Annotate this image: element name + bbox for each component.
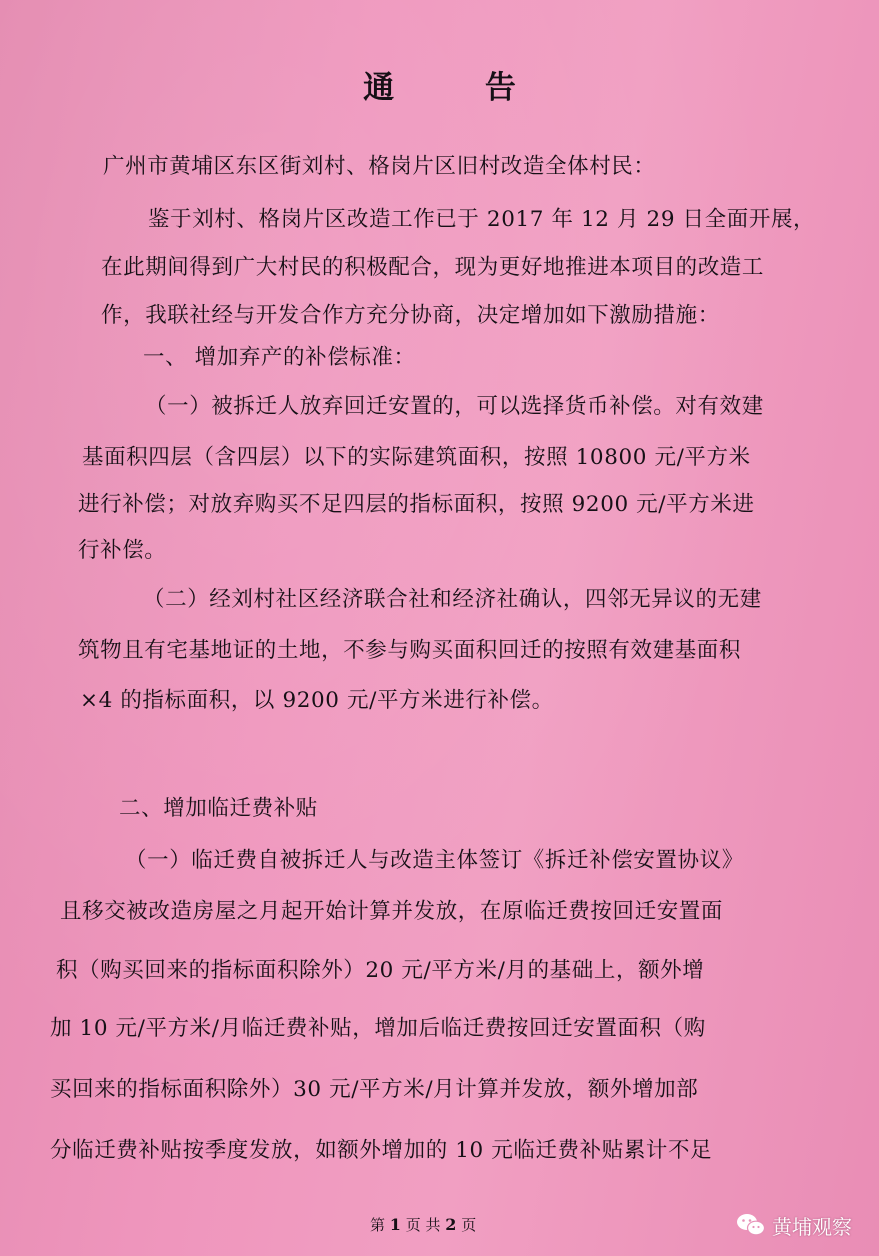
body-line: （一）临迁费自被拆迁人与改造主体签订《拆迁补偿安置协议》 xyxy=(125,848,744,873)
body-line: 积（购买回来的指标面积除外）20 元/平方米/月的基础上，额外增 xyxy=(56,958,705,983)
footer-suffix: 页 xyxy=(461,1216,477,1234)
body-line: 分临迁费补贴按季度发放，如额外增加的 10 元临迁费补贴累计不足 xyxy=(50,1138,713,1163)
body-line: 筑物且有宅基地证的土地，不参与购买面积回迁的按照有效建基面积 xyxy=(78,638,742,663)
footer-middle: 页 共 xyxy=(405,1216,441,1234)
body-line: 行补偿。 xyxy=(78,538,167,563)
body-line: 且移交被改造房屋之月起开始计算并发放，在原临迁费按回迁安置面 xyxy=(60,899,724,924)
body-line: 鉴于刘村、格岗片区改造工作已于 2017 年 12 月 29 日全面开展， xyxy=(148,207,816,232)
notice-title: 通 告 xyxy=(363,70,556,106)
body-line: 加 10 元/平方米/月临迁费补贴，增加后临迁费按回迁安置面积（购 xyxy=(50,1016,706,1041)
wechat-icon xyxy=(736,1212,766,1238)
section-heading-1: 一、 增加弃产的补偿标准： xyxy=(143,345,416,370)
body-line: 进行补偿；对放弃购买不足四层的指标面积，按照 9200 元/平方米进 xyxy=(78,492,755,517)
footer-prefix: 第 xyxy=(370,1216,386,1234)
salutation: 广州市黄埔区东区街刘村、格岗片区旧村改造全体村民： xyxy=(103,154,656,179)
watermark-text: 黄埔观察 xyxy=(772,1214,852,1239)
body-line: 作，我联社经与开发合作方充分协商，决定增加如下激励措施： xyxy=(101,303,720,328)
page-footer xyxy=(370,1214,476,1235)
body-line: 基面积四层（含四层）以下的实际建筑面积，按照 10800 元/平方米 xyxy=(82,445,751,470)
body-line: （一）被拆迁人放弃回迁安置的，可以选择货币补偿。对有效建 xyxy=(145,394,764,419)
body-line: ×4 的指标面积，以 9200 元/平方米进行补偿。 xyxy=(80,688,554,713)
section-heading-2: 二、增加临迁费补贴 xyxy=(119,796,318,821)
footer-page-number: 1 xyxy=(389,1215,401,1234)
body-line: 在此期间得到广大村民的积极配合，现为更好地推进本项目的改造工 xyxy=(101,255,765,280)
body-line: （二）经刘村社区经济联合社和经济社确认，四邻无异议的无建 xyxy=(143,587,762,612)
wechat-watermark xyxy=(736,1208,852,1242)
footer-total-pages: 2 xyxy=(445,1215,457,1234)
body-line: 买回来的指标面积除外）30 元/平方米/月计算并发放，额外增加部 xyxy=(50,1077,699,1102)
